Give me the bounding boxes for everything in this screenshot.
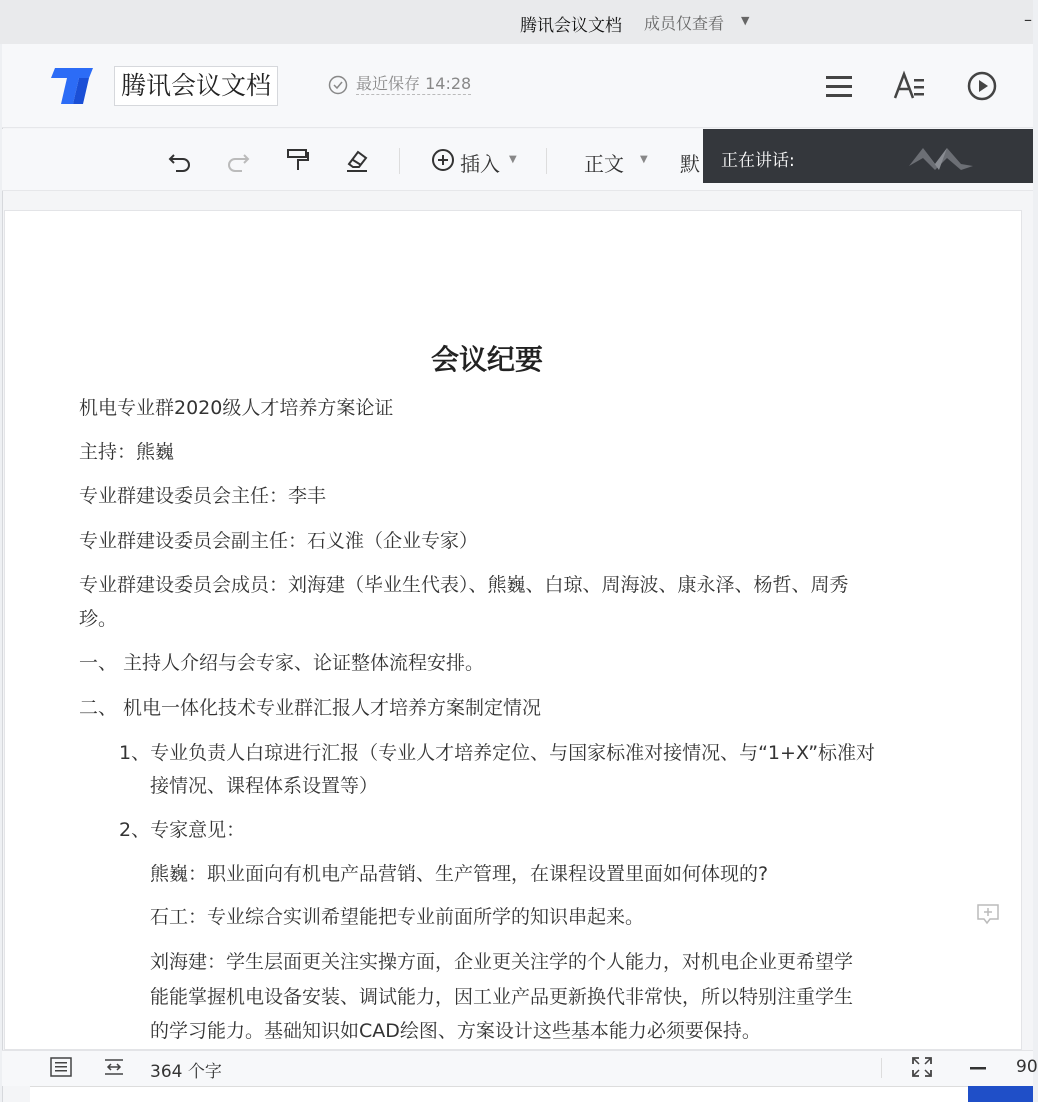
menu-icon[interactable]: [821, 68, 857, 104]
minimize-icon[interactable]: –: [1024, 10, 1032, 29]
paragraph[interactable]: 机电专业群2020级人才培养方案论证: [79, 397, 394, 419]
taskbar-corner: [968, 1086, 1033, 1102]
page-width-icon[interactable]: [103, 1057, 125, 1077]
zoom-out-icon[interactable]: [968, 1058, 988, 1078]
outline-list-icon[interactable]: [50, 1057, 72, 1077]
paragraph[interactable]: 能能掌握机电设备安装、调试能力，因工业产品更新换代非常快，所以特别注重学生: [150, 986, 854, 1008]
paragraph-style-dropdown[interactable]: 正文: [584, 152, 624, 176]
eraser-icon[interactable]: [343, 146, 371, 174]
speaker-avatar: [905, 140, 977, 174]
paragraph[interactable]: 的学习能力。基础知识如CAD绘图、方案设计这些基本能力必须要保持。: [150, 1020, 761, 1042]
taskbar-strip: [30, 1086, 1033, 1102]
paragraph[interactable]: 一、 主持人介绍与会专家、论证整体流程安排。: [79, 652, 485, 674]
font-dropdown[interactable]: 默: [680, 152, 700, 176]
insert-button[interactable]: 插入: [460, 152, 500, 176]
text-format-icon[interactable]: [892, 68, 928, 104]
window-title-bar: [0, 0, 1033, 44]
redo-icon[interactable]: [224, 146, 252, 174]
doc-title-input[interactable]: 腾讯会议文档: [114, 66, 278, 106]
paragraph[interactable]: 主持：熊巍: [79, 441, 175, 463]
document-heading: 会议纪要: [430, 343, 543, 376]
caret-down-icon[interactable]: ▼: [741, 14, 750, 27]
window-title: 腾讯会议文档: [520, 16, 622, 36]
zoom-level[interactable]: 90: [1016, 1057, 1038, 1077]
speaking-label: 正在讲话:: [721, 151, 795, 171]
paragraph[interactable]: 接情况、课程体系设置等）: [150, 775, 379, 797]
paragraph[interactable]: 2、专家意见：: [119, 819, 246, 841]
tencent-docs-logo-icon: [49, 66, 95, 106]
caret-down-icon[interactable]: ▼: [509, 154, 517, 165]
paragraph[interactable]: 熊巍：职业面向有机电产品营销、生产管理，在课程设置里面如何体现的?: [150, 863, 769, 885]
present-play-icon[interactable]: [964, 68, 1000, 104]
toolbar-divider: [546, 148, 547, 174]
fullscreen-icon[interactable]: [911, 1056, 933, 1078]
statusbar-divider: [881, 1058, 882, 1078]
paragraph[interactable]: 专业群建设委员会副主任：石义淮（企业专家）: [79, 530, 479, 552]
permission-dropdown[interactable]: 成员仅查看: [644, 14, 725, 33]
paragraph[interactable]: 刘海建：学生层面更关注实操方面，企业更关注学的个人能力，对机电企业更希望学: [150, 951, 854, 973]
undo-icon[interactable]: [166, 146, 194, 174]
save-status[interactable]: 最近保存 14:28: [356, 74, 472, 93]
add-comment-icon[interactable]: [976, 902, 1000, 926]
paragraph[interactable]: 专业群建设委员会主任：李丰: [79, 485, 327, 507]
paragraph[interactable]: 石工：专业综合实训希望能把专业前面所学的知识串起来。: [150, 906, 645, 928]
check-circle-icon: [328, 75, 348, 95]
plus-circle-icon[interactable]: [429, 146, 457, 174]
toolbar-divider: [399, 148, 400, 174]
paragraph[interactable]: 1、专业负责人白琼进行汇报（专业人才培养定位、与国家标准对接情况、与“1+X”标准对: [119, 742, 876, 764]
caret-down-icon[interactable]: ▼: [640, 154, 648, 165]
paragraph[interactable]: 专业群建设委员会成员：刘海建（毕业生代表）、熊巍、白琼、周海波、康永泽、杨哲、周秀: [79, 574, 849, 596]
format-painter-icon[interactable]: [284, 146, 312, 174]
paragraph[interactable]: 二、 机电一体化技术专业群汇报人才培养方案制定情况: [79, 697, 542, 719]
word-count: 364 个字: [150, 1062, 222, 1082]
paragraph[interactable]: 珍。: [79, 608, 118, 630]
